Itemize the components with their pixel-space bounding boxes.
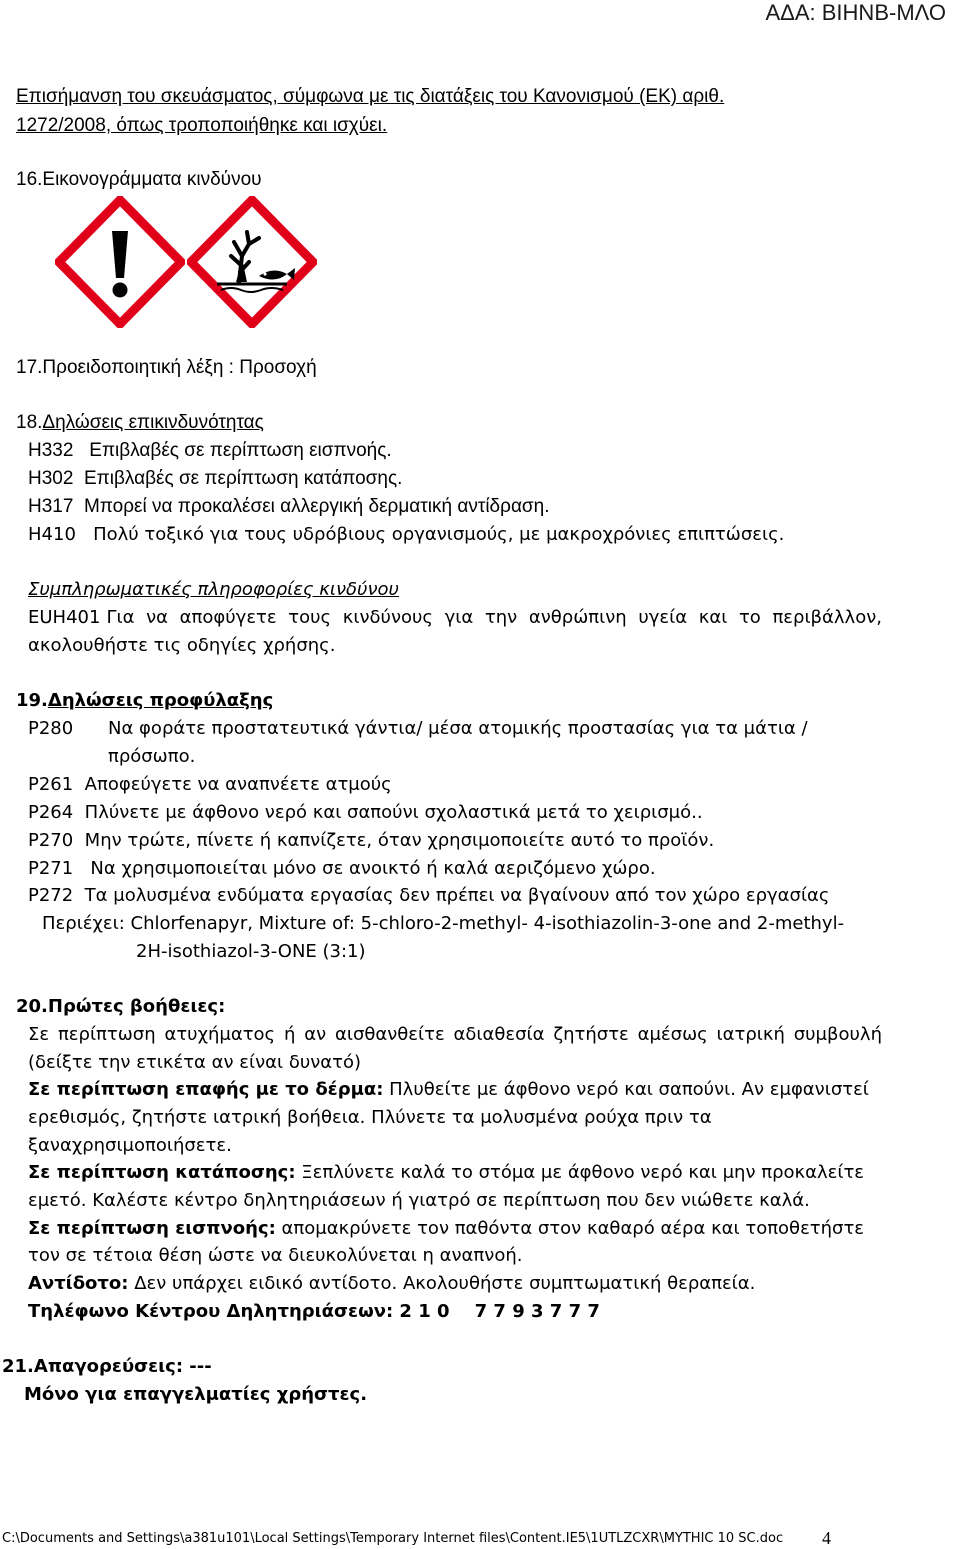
first-aid-inhalation-label: Σε περίπτωση εισπνοής: — [28, 1218, 276, 1239]
antidote-text: Δεν υπάρχει ειδικό αντίδοτο. Ακολουθήστε συμπτωματική θεραπεία. — [128, 1273, 756, 1294]
first-aid-ingestion-label: Σε περίπτωση κατάποσης: — [28, 1162, 296, 1183]
section-19-number: 19. — [16, 690, 48, 711]
precaution-p272 — [28, 885, 829, 906]
precaution-code: P270 — [28, 830, 74, 851]
first-aid-ingestion-text: Ξεπλύνετε καλά το στόμα με άφθονο νερό και μην προκαλείτε — [295, 1162, 865, 1183]
hazard-text: Πολύ τοξικό για τους υδρόβιους οργανισμούς, με μακροχρόνιες επιπτώσεις. — [93, 524, 785, 545]
section-21-title: 21.Απαγορεύσεις: --- — [2, 1356, 212, 1377]
contains-line2: 2H-isothiazol-3-ONE (3:1) — [136, 941, 366, 962]
environment-pictogram-icon — [187, 196, 317, 328]
precaution-code: P264 — [28, 802, 74, 823]
hazard-code: H302 — [28, 468, 74, 489]
labelling-intro-line1: Επισήμανση του σκευάσματος, σύμφωνα με τις διατάξεις του Κανονισμού (ΕΚ) αριθ. — [16, 86, 725, 107]
hazard-code: H332 — [28, 440, 74, 461]
euh401-line1 — [28, 607, 882, 628]
supplementary-hazard-title: Συμπληρωματικές πληροφορίες κινδύνου — [28, 579, 399, 600]
professional-use-note: Μόνο για επαγγελματίες χρήστες. — [24, 1384, 368, 1405]
hazard-code: H410 — [28, 524, 76, 545]
hazard-text: Μπορεί να προκαλέσει αλλεργική δερματική αντίδραση. — [83, 496, 550, 517]
first-aid-inhalation-line2: τον σε τέτοια θέση ώστε να διευκολύνεται η αναπνοή. — [28, 1245, 523, 1266]
hazard-statement-h410 — [28, 524, 784, 545]
hazard-statement-h317 — [28, 496, 550, 518]
precaution-text: Να φοράτε προστατευτικά γάντια/ μέσα ατομικής προστασίας για τα μάτια / — [108, 718, 808, 739]
precaution-code: P272 — [28, 885, 74, 906]
first-aid-skin-line2: ερεθισμός, ζητήστε ιατρική βοήθεια. Πλύνετε τα μολυσμένα ρούχα πριν τα — [28, 1107, 712, 1128]
labelling-intro-line2: 1272/2008, όπως τροποποιήθηκε και ισχύει. — [16, 115, 388, 136]
first-aid-general-line1: Σε περίπτωση ατυχήματος ή αν αισθανθείτε αδιαθεσία ζητήστε αμέσως ιατρική συμβουλή — [28, 1024, 882, 1045]
antidote-line — [28, 1273, 755, 1294]
section-16-title: 16.Εικονογράμματα κινδύνου — [16, 169, 262, 190]
exclamation-pictogram-icon — [55, 196, 185, 328]
hazard-statement-h302 — [28, 468, 402, 490]
first-aid-ingestion-line2: εμετό. Καλέστε κέντρο δηλητηριάσεων ή γιατρό σε περίπτωση που δεν νιώθετε καλά. — [28, 1190, 810, 1211]
precaution-p261 — [28, 774, 392, 795]
precaution-code: P271 — [28, 858, 74, 879]
section-19-title-text: Δηλώσεις προφύλαξης — [47, 690, 274, 711]
precaution-text: Τα μολυσμένα ενδύματα εργασίας δεν πρέπει να βγαίνουν από τον χώρο εργασίας — [84, 885, 830, 906]
document-reference-code: ΑΔΑ: ΒΙΗΝΒ-ΜΛΟ — [765, 0, 946, 25]
section-19-title — [16, 690, 273, 711]
first-aid-ingestion-line1 — [28, 1162, 864, 1183]
first-aid-skin-line1 — [28, 1079, 869, 1100]
first-aid-inhalation-line1 — [28, 1218, 864, 1239]
precaution-text: Να χρησιμοποιείται μόνο σε ανοικτό ή καλά αεριζόμενο χώρο. — [90, 858, 656, 879]
precaution-p264 — [28, 802, 703, 823]
footer-page-number: 4 — [822, 1528, 831, 1548]
hazard-text: Επιβλαβές σε περίπτωση εισπνοής. — [89, 440, 392, 461]
contains-line1: Περιέχει: Chlorfenapyr, Mixture of: 5-chloro-2-methyl- 4-isothiazolin-3-one and 2-methyl- — [42, 913, 845, 934]
precaution-text: Αποφεύγετε να αναπνέετε ατμούς — [84, 774, 392, 795]
precaution-text: Μην τρώτε, πίνετε ή καπνίζετε, όταν χρησιμοποιείτε αυτό το προϊόν. — [84, 830, 715, 851]
euh401-line2: ακολουθήστε τις οδηγίες χρήσης. — [28, 635, 336, 656]
first-aid-general-line2: (δείξτε την ετικέτα αν είναι δυνατό) — [28, 1052, 362, 1073]
first-aid-skin-text: Πλυθείτε με άφθονο νερό και σαπούνι. Αν εμφανιστεί — [383, 1079, 869, 1100]
antidote-label: Αντίδοτο: — [28, 1273, 129, 1294]
precaution-p280-cont: πρόσωπο. — [108, 746, 196, 767]
hazard-statement-h332 — [28, 440, 392, 462]
precaution-code: P261 — [28, 774, 74, 795]
hazard-code: H317 — [28, 496, 74, 517]
precaution-p280 — [28, 718, 808, 739]
precaution-p270 — [28, 830, 714, 851]
poison-center-phone: Τηλέφωνο Κέντρου Δηλητηριάσεων: 2 1 0 7 7 9 3 7 7 7 — [28, 1301, 600, 1322]
precaution-code: P280 — [28, 718, 74, 739]
footer-file-path: C:\Documents and Settings\a381u101\Local Settings\Temporary Internet files\Content.IE5\1UTLZCXR\MYTHIC 10 SC.doc — [2, 1531, 784, 1546]
euh-text: Για να αποφύγετε τους κινδύνους για την ανθρώπινη υγεία και το περιβάλλον, — [106, 607, 882, 628]
first-aid-skin-line3: ξαναχρησιμοποιήσετε. — [28, 1135, 232, 1156]
precaution-text: Πλύνετε με άφθονο νερό και σαπούνι σχολαστικά μετά το χειρισμό.. — [84, 802, 703, 823]
hazard-text: Επιβλαβές σε περίπτωση κατάποσης. — [83, 468, 403, 489]
section-17-signal-word: 17.Προειδοποιητική λέξη : Προσοχή — [16, 357, 317, 378]
first-aid-inhalation-text: απομακρύνετε τον παθόντα στον καθαρό αέρα και τοποθετήστε — [275, 1218, 865, 1239]
section-18-number: 18. — [16, 412, 43, 433]
precaution-p271 — [28, 858, 656, 879]
section-18-title — [16, 412, 264, 434]
section-18-title-text: Δηλώσεις επικινδυνότητας — [42, 412, 264, 433]
section-20-title: 20.Πρώτες βοήθειες: — [16, 996, 226, 1017]
euh-code: EUH401 — [28, 607, 101, 628]
first-aid-skin-label: Σε περίπτωση επαφής με το δέρμα: — [28, 1079, 384, 1100]
